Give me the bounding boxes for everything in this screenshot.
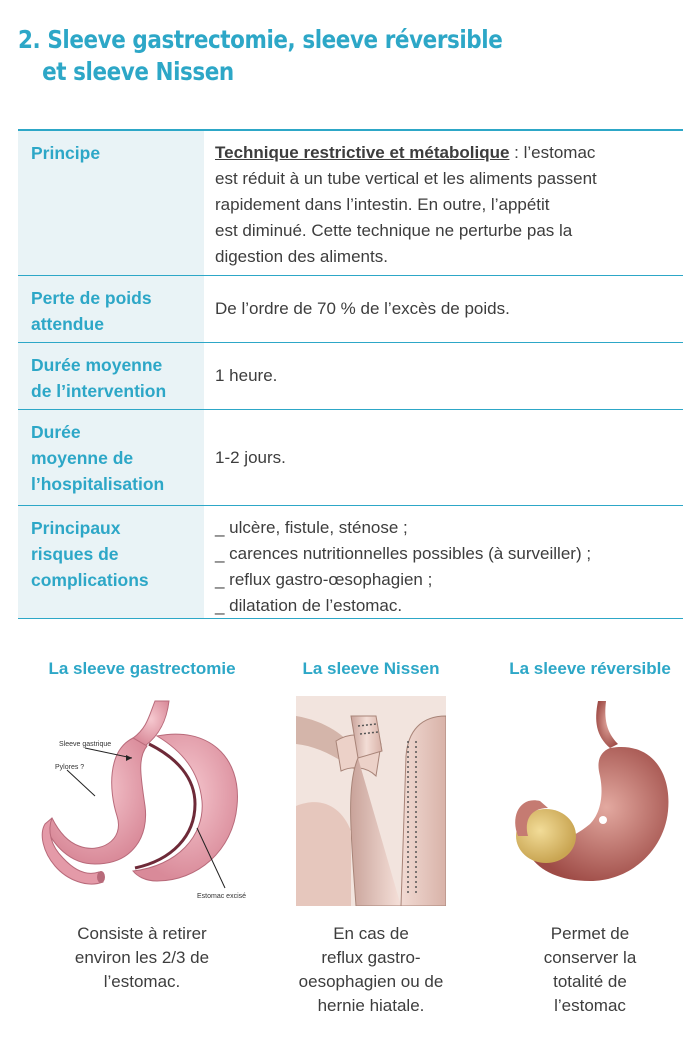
row-perte-de-poids [18, 276, 683, 343]
illustration-sleeve-reversible [475, 656, 700, 1018]
value-duree-hospitalisation: 1-2 jours. [215, 447, 286, 467]
principe-line: digestion des aliments. [215, 247, 388, 266]
illustration-title: La sleeve réversible [509, 659, 671, 678]
value-risques [204, 506, 683, 618]
principe-line: est diminué. Cette technique ne perturbe pas la [215, 221, 573, 240]
info-table [18, 129, 683, 619]
label-pylores: Pylores ? [55, 764, 85, 771]
label-principe: Principe [18, 131, 204, 275]
row-duree-hospitalisation [18, 410, 683, 506]
principe-line: est réduit à un tube vertical et les aliments passent [215, 169, 597, 188]
value-duree-intervention: 1 heure. [215, 366, 278, 385]
row-duree-intervention [18, 343, 683, 410]
illustration-sleeve-gastrectomie [27, 656, 257, 994]
risk-item: _ dilatation de l’estomac. [215, 596, 403, 615]
principe-line: : l’estomac [509, 143, 596, 162]
risk-list [215, 515, 591, 619]
caption-sleeve-gastrectomie: Consiste à retirer environ les 2/3 de l’estomac. [74, 924, 210, 991]
label-estomac-excise: Estomac excisé [197, 893, 247, 900]
risk-item: _ carences nutritionnelles possibles (à surveiller) ; [215, 544, 592, 563]
illustration-title: La sleeve Nissen [302, 659, 440, 678]
value-principe [204, 131, 683, 275]
row-principe [18, 131, 683, 276]
value-perte-de-poids: De l’ordre de 70 % de l’excès de poids. [215, 299, 510, 318]
illustration-title: La sleeve gastrectomie [48, 659, 236, 678]
sleeve-gastrectomie-illustration [37, 696, 247, 906]
risk-item: _ ulcère, fistule, sténose ; [215, 518, 408, 537]
label-perte-de-poids: Perte de poids attendue [18, 276, 204, 342]
label-duree-hospitalisation: Durée moyenne de l’hospitalisation [18, 410, 204, 505]
label-sleeve-gastrique: Sleeve gastrique [59, 741, 112, 748]
title-line-1: 2. Sleeve gastrectomie, sleeve réversible [18, 25, 503, 54]
principe-line: rapidement dans l’intestin. En outre, l’appétit [215, 195, 550, 214]
sleeve-reversible-illustration [500, 696, 680, 906]
label-risques: Principaux risques de complications [18, 506, 204, 618]
page-title [18, 24, 502, 88]
risk-item: _ reflux gastro-œsophagien ; [215, 570, 433, 589]
illustration-sleeve-nissen [256, 656, 486, 1018]
sleeve-nissen-illustration [296, 696, 446, 906]
row-risques [18, 506, 683, 619]
title-line-2: et sleeve Nissen [42, 57, 234, 86]
caption-sleeve-reversible: Permet de conserver la totalité de l’estomac [543, 924, 637, 1015]
label-duree-intervention: Durée moyenne de l’intervention [18, 343, 204, 409]
principe-lead: Technique restrictive et métabolique [215, 143, 510, 162]
caption-sleeve-nissen: En cas de reflux gastro- oesophagien ou de hernie hiatale. [298, 924, 444, 1015]
